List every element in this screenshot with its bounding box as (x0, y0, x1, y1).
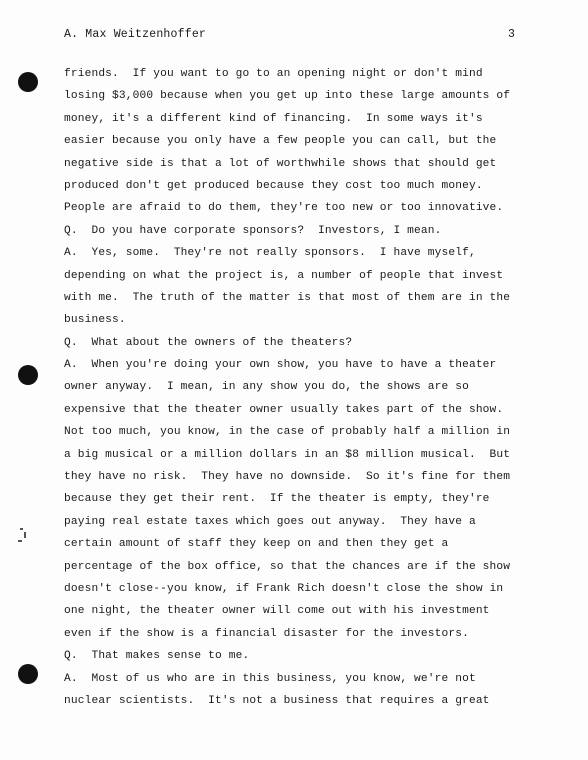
page-number: 3 (508, 28, 515, 41)
text-line: negative side is that a lot of worthwhile shows that should get (64, 157, 497, 170)
text-line: with me. The truth of the matter is that most of them are in the (64, 291, 511, 304)
answer-line: A. Most of us who are in this business, you know, we're not (64, 672, 476, 685)
text-line: doesn't close--you know, if Frank Rich doesn't close the show in (64, 582, 504, 595)
question-line: Q. Do you have corporate sponsors? Investors, I mean. (64, 224, 442, 237)
text-line: business. (64, 314, 126, 327)
text-line: produced don't get produced because they cost too much money. (64, 179, 483, 192)
text-line: Not too much, you know, in the case of probably half a million in (64, 426, 511, 439)
answer-line: A. Yes, some. They're not really sponsors. I have myself, (64, 247, 476, 260)
scan-speck (18, 540, 22, 542)
transcript-body (64, 63, 534, 712)
question-line: Q. What about the owners of the theaters? (64, 336, 353, 349)
text-line: expensive that the theater owner usually takes part of the show. (64, 403, 504, 416)
text-line: easier because you only have a few people you can call, but the (64, 135, 497, 148)
text-line: owner anyway. I mean, in any show you do, the shows are so (64, 381, 469, 394)
text-line: because they get their rent. If the theater is empty, they're (64, 493, 490, 506)
text-line: one night, the theater owner will come out with his investment (64, 605, 490, 618)
text-line: percentage of the box office, so that the chances are if the show (64, 560, 511, 573)
punch-hole-top (18, 72, 38, 92)
text-line: money, it's a different kind of financing. In some ways it's (64, 112, 483, 125)
scan-speck (24, 532, 26, 538)
text-line: losing $3,000 because when you get up into these large amounts of (64, 90, 511, 103)
answer-line: A. When you're doing your own show, you have to have a theater (64, 359, 497, 372)
punch-hole-middle (18, 365, 38, 385)
scan-speck (20, 528, 23, 530)
text-line: even if the show is a financial disaster for the investors. (64, 627, 469, 640)
question-line: Q. That makes sense to me. (64, 650, 250, 663)
text-line: People are afraid to do them, they're too new or too innovative. (64, 202, 504, 215)
text-line: friends. If you want to go to an opening night or don't mind (64, 68, 483, 80)
text-line: nuclear scientists. It's not a business that requires a great (64, 694, 490, 707)
page-header-title: A. Max Weitzenhoffer (64, 28, 207, 41)
text-line: depending on what the project is, a number of people that invest (64, 269, 504, 282)
text-line: they have no risk. They have no downside. So it's fine for them (64, 471, 511, 484)
text-line: certain amount of staff they keep on and then they get a (64, 538, 449, 551)
punch-hole-bottom (18, 664, 38, 684)
text-line: a big musical or a million dollars in an $8 million musical. But (64, 448, 511, 461)
text-line: paying real estate taxes which goes out anyway. They have a (64, 515, 476, 528)
